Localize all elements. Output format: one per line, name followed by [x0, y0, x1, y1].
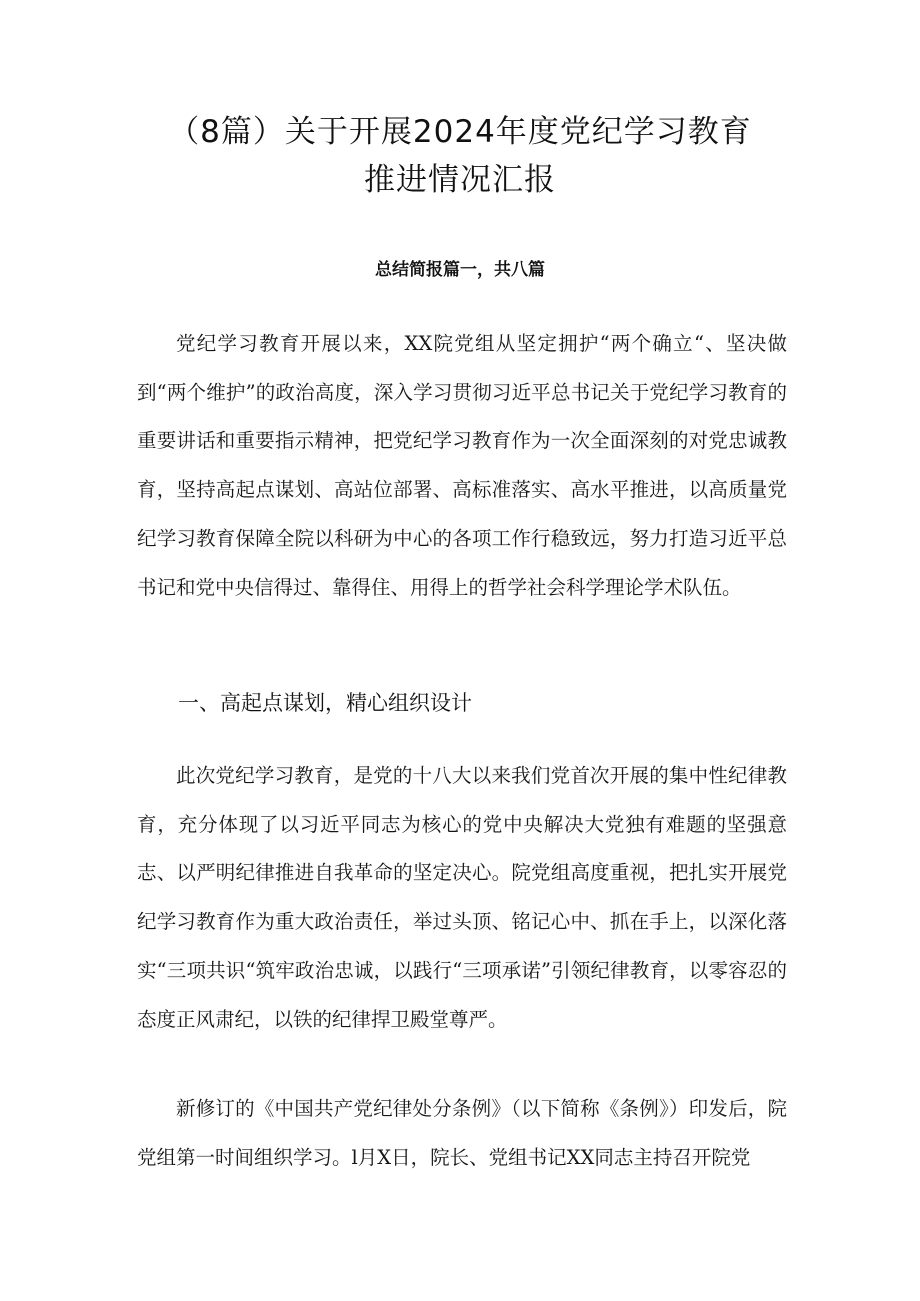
section-heading-1: 一、高起点谋划，精心组织设计: [178, 691, 472, 715]
document-title-line-2: 推进情况汇报: [364, 162, 556, 198]
paragraph-intro: 党纪学习教育开展以来，XX院党组从坚定拥护“两个确立“、坚决做到“两个维护”的政治高度，深入学习贯彻习近平总书记关于党纪学习教育的重要讲话和重要指示精神，把党纪学习教育作为一次全面深刻的对党忠诚教育，坚持高起点谋划、高站位部署、高标准落实、高水平推进，以高质量党纪学习教育保障全院以科研为中心的各项工作行稳致远，努力打造习近平总书记和党中央信得过、靠得住、用得上的哲学社会科学理论学术队伍。: [137, 332, 787, 599]
document-title: [80, 108, 840, 204]
paragraph-section1-body: 此次党纪学习教育，是党的十八大以来我们党首次开展的集中性纪律教育，充分体现了以习近平同志为核心的党中央解决大党独有难题的坚强意志、以严明纪律推进自我革命的坚定决心。院党组高度重视，把扎实开展党纪学习教育作为重大政治责任，举过头顶、铭记心中、抓在手上，以深化落实“三项共识“筑牢政治忠诚，以践行“三项承诺”引领纪律教育，以零容忍的态度正风肃纪，以铁的纪律捍卫殿堂尊严。: [137, 764, 787, 1031]
document-subtitle: 总结简报篇一，共八篇: [375, 260, 545, 280]
document-title-line-1: （8篇）关于开展2024年度党纪学习教育: [168, 114, 752, 150]
paragraph-section1-regulation: 新修订的《中国共产党纪律处分条例》（以下简称《条例》）印发后，院党组第一时间组织学习。l月X日，院长、党组书记XX同志主持召开院党: [137, 1097, 787, 1169]
